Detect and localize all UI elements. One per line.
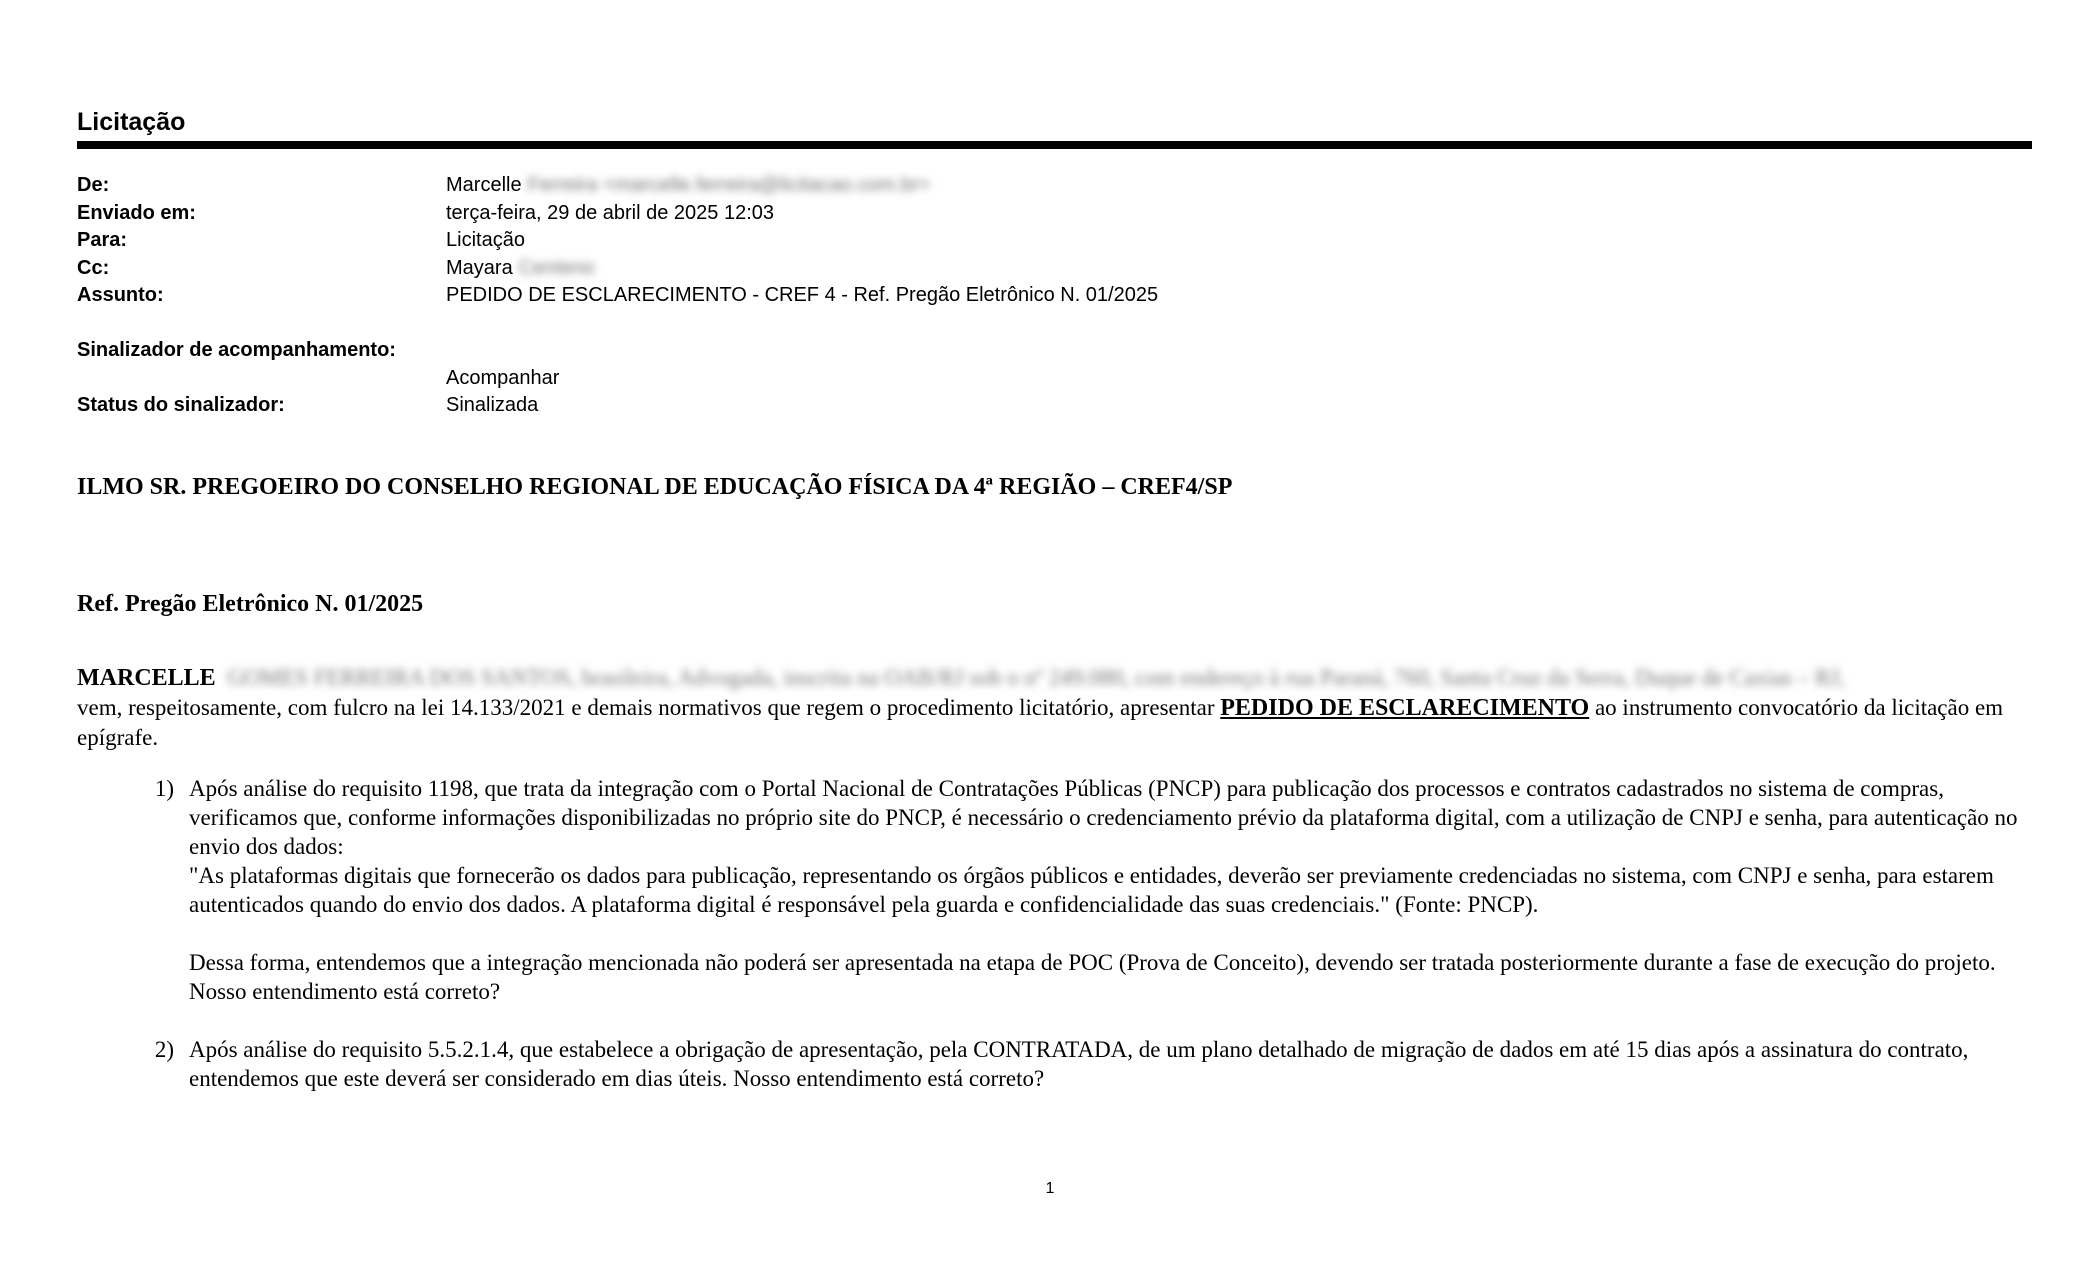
sent-value: terça-feira, 29 de abril de 2025 12:03 — [446, 201, 774, 224]
from-label: De: — [77, 174, 110, 196]
flag-status-value: Sinalizada — [446, 394, 539, 416]
from-value — [446, 172, 2032, 200]
subject-row — [77, 282, 2032, 310]
flag-status-label: Status do sinalizador: — [77, 394, 285, 416]
list-item-number: 1) — [154, 775, 174, 801]
sent-row — [77, 200, 2032, 228]
list-item-number: 2) — [154, 1036, 174, 1062]
flag-label: Sinalizador de acompanhamento: — [77, 339, 396, 361]
flag-status-row — [77, 392, 2032, 420]
list-item — [77, 1035, 2032, 1093]
item-1-paragraph-3: Dessa forma, entendemos que a integração mencionada não poderá ser apresentada na etapa de POC (Prova de Conceito), devendo ser tratada posteriormente durante a fase de execução do projeto. Nosso entendimento está correto? — [189, 949, 1996, 1004]
email-header — [77, 172, 2032, 420]
intro-text-2: ao instrumento convocatório da licitação em epígrafe. — [77, 694, 2004, 750]
title-divider — [77, 141, 2032, 149]
list-item-body — [189, 1035, 2032, 1093]
page-number: 1 — [1045, 1180, 1055, 1197]
cc-label: Cc: — [77, 256, 110, 279]
list-item-body — [189, 774, 2032, 1006]
letter-addressee: ILMO SR. PREGOEIRO DO CONSELHO REGIONAL DE EDUCAÇÃO FÍSICA DA 4ª REGIÃO – CREF4/SP — [77, 473, 1233, 500]
flag-row — [77, 337, 2032, 365]
cc-value — [446, 255, 2032, 283]
item-1-quote: "As plataformas digitais que fornecerão os dados para publicação, representando os órgãos públicos e entidades, deverão ser previamente credenciadas no sistema, com CNPJ e senha, para estarem autenticados quando do envio dos dados. A plataforma digital é responsável pela guarda e confidencialidade das suas credenciais." (Fonte: PNCP). — [189, 862, 1994, 917]
intro-text-1: vem, respeitosamente, com fulcro na lei 14.133/2021 e demais normativos que regem o procedimento licitatório, apresentar — [77, 694, 1221, 720]
document-title: Licitação — [77, 108, 186, 136]
clarification-list — [77, 774, 2032, 1093]
letter-reference: Ref. Pregão Eletrônico N. 01/2025 — [77, 590, 424, 617]
from-name: Marcelle — [446, 174, 522, 196]
subject-label: Assunto: — [77, 284, 164, 306]
flag-value: Acompanhar — [446, 366, 560, 389]
to-value: Licitação — [446, 229, 525, 251]
intro-name: MARCELLE — [77, 664, 216, 691]
cc-row — [77, 255, 2032, 283]
list-item — [77, 774, 2032, 1006]
to-row — [77, 227, 2032, 255]
letter-intro — [77, 663, 2032, 752]
cc-redacted: Centeno — [518, 256, 595, 279]
flag-empty — [446, 337, 2032, 365]
cc-name: Mayara — [446, 256, 513, 279]
email-printout — [77, 105, 2032, 1122]
subject-value: PEDIDO DE ESCLARECIMENTO - CREF 4 - Ref. Pregão Eletrônico N. 01/2025 — [446, 284, 1159, 306]
from-redacted: Ferreira <marcelle.ferreira@licitacao.com.br> — [527, 174, 931, 196]
item-2-paragraph-1: Após análise do requisito 5.5.2.1.4, que estabelece a obrigação de apresentação, pela CONTRATADA, de um plano detalhado de migração de dados em até 15 dias após a assinatura do contrato, entendemos que este deverá ser considerado em dias úteis. Nosso entendimento está correto? — [189, 1036, 1969, 1091]
header-spacer — [77, 310, 2032, 338]
intro-redacted: GOMES FERREIRA DOS SANTOS, brasileira, Advogada, inscrita na OAB/RJ sob o nº 249.080, com endereço à rua Paraná, 760, Santa Cruz da Serra, Duque de Caxias – RJ, — [227, 664, 1846, 690]
paragraph-gap — [189, 919, 2032, 948]
from-row — [77, 172, 2032, 200]
to-label: Para: — [77, 229, 128, 251]
flag-value-spacer — [77, 365, 446, 393]
sent-label: Enviado em: — [77, 201, 196, 224]
item-1-paragraph-1: Após análise do requisito 1198, que trata da integração com o Portal Nacional de Contratações Públicas (PNCP) para publicação dos processos e contratos cadastrados no sistema de compras, verificamos que, conforme informações disponibilizadas no próprio site do PNCP, é necessário o credenciamento prévio da plataforma digital, com a utilização de CNPJ e senha, para autenticação no envio dos dados: — [189, 775, 2018, 859]
flag-value-row — [77, 365, 2032, 393]
intro-emphasis: PEDIDO DE ESCLARECIMENTO — [1220, 694, 1590, 721]
